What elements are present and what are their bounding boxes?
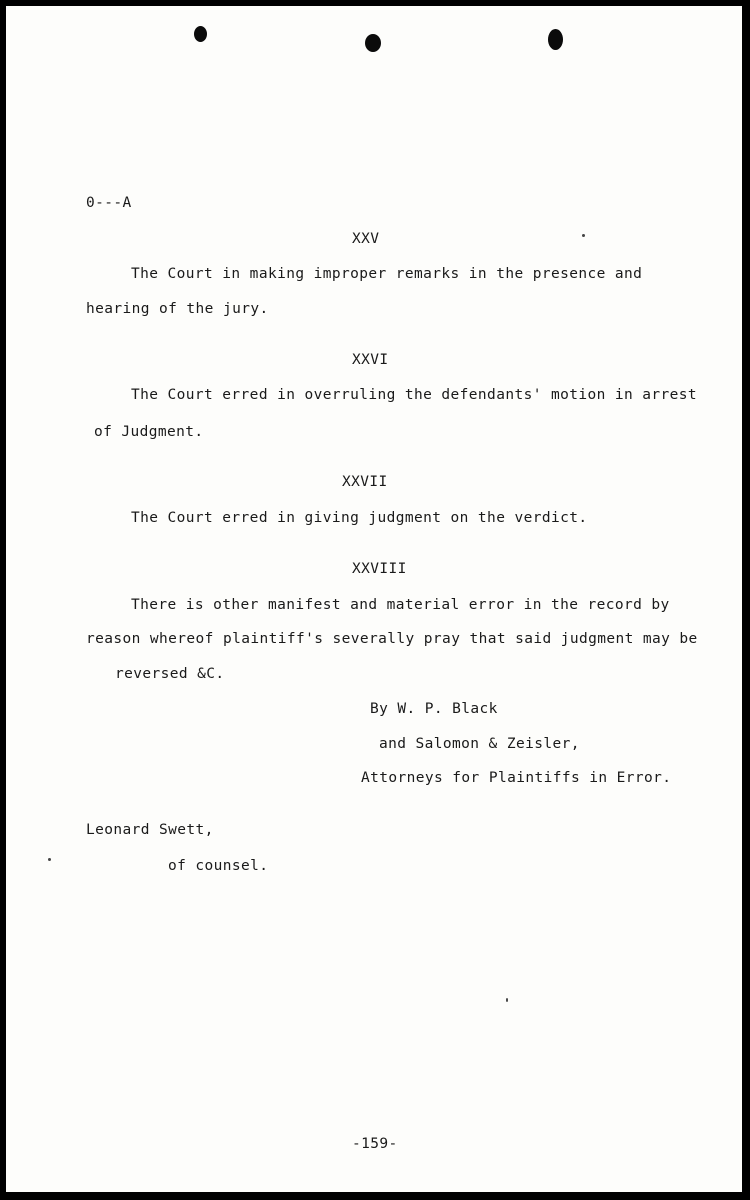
- section-text-line: The Court erred in giving judgment on the verdict.: [131, 510, 588, 526]
- document-page: [6, 6, 742, 1192]
- punch-hole-mark: [548, 29, 563, 50]
- section-numeral: XXVII: [342, 474, 388, 490]
- page-reference: 0---A: [86, 195, 132, 211]
- counsel-name: Leonard Swett,: [86, 822, 214, 838]
- paper-speck: [582, 234, 585, 237]
- section-numeral: XXVI: [352, 352, 389, 368]
- section-text-line: reason whereof plaintiff's severally pray that said judgment may be: [86, 631, 698, 647]
- counsel-role: of counsel.: [168, 858, 269, 874]
- section-text-line: The Court erred in overruling the defendants' motion in arrest: [131, 387, 698, 403]
- signature-line: and Salomon & Zeisler,: [379, 736, 580, 752]
- section-text-line: reversed &C.: [115, 666, 225, 682]
- section-numeral: XXV: [352, 231, 380, 247]
- paper-speck: [48, 858, 51, 861]
- section-text-line: of Judgment.: [94, 424, 204, 440]
- paper-speck: [506, 998, 508, 1002]
- section-numeral: XXVIII: [352, 561, 407, 577]
- section-text-line: The Court in making improper remarks in the presence and: [131, 266, 643, 282]
- page-number: -159-: [352, 1136, 398, 1152]
- section-text-line: hearing of the jury.: [86, 301, 269, 317]
- punch-hole-mark: [194, 26, 207, 42]
- section-text-line: There is other manifest and material error in the record by: [131, 597, 670, 613]
- signature-line: Attorneys for Plaintiffs in Error.: [361, 770, 672, 786]
- punch-hole-mark: [365, 34, 381, 52]
- signature-line: By W. P. Black: [370, 701, 498, 717]
